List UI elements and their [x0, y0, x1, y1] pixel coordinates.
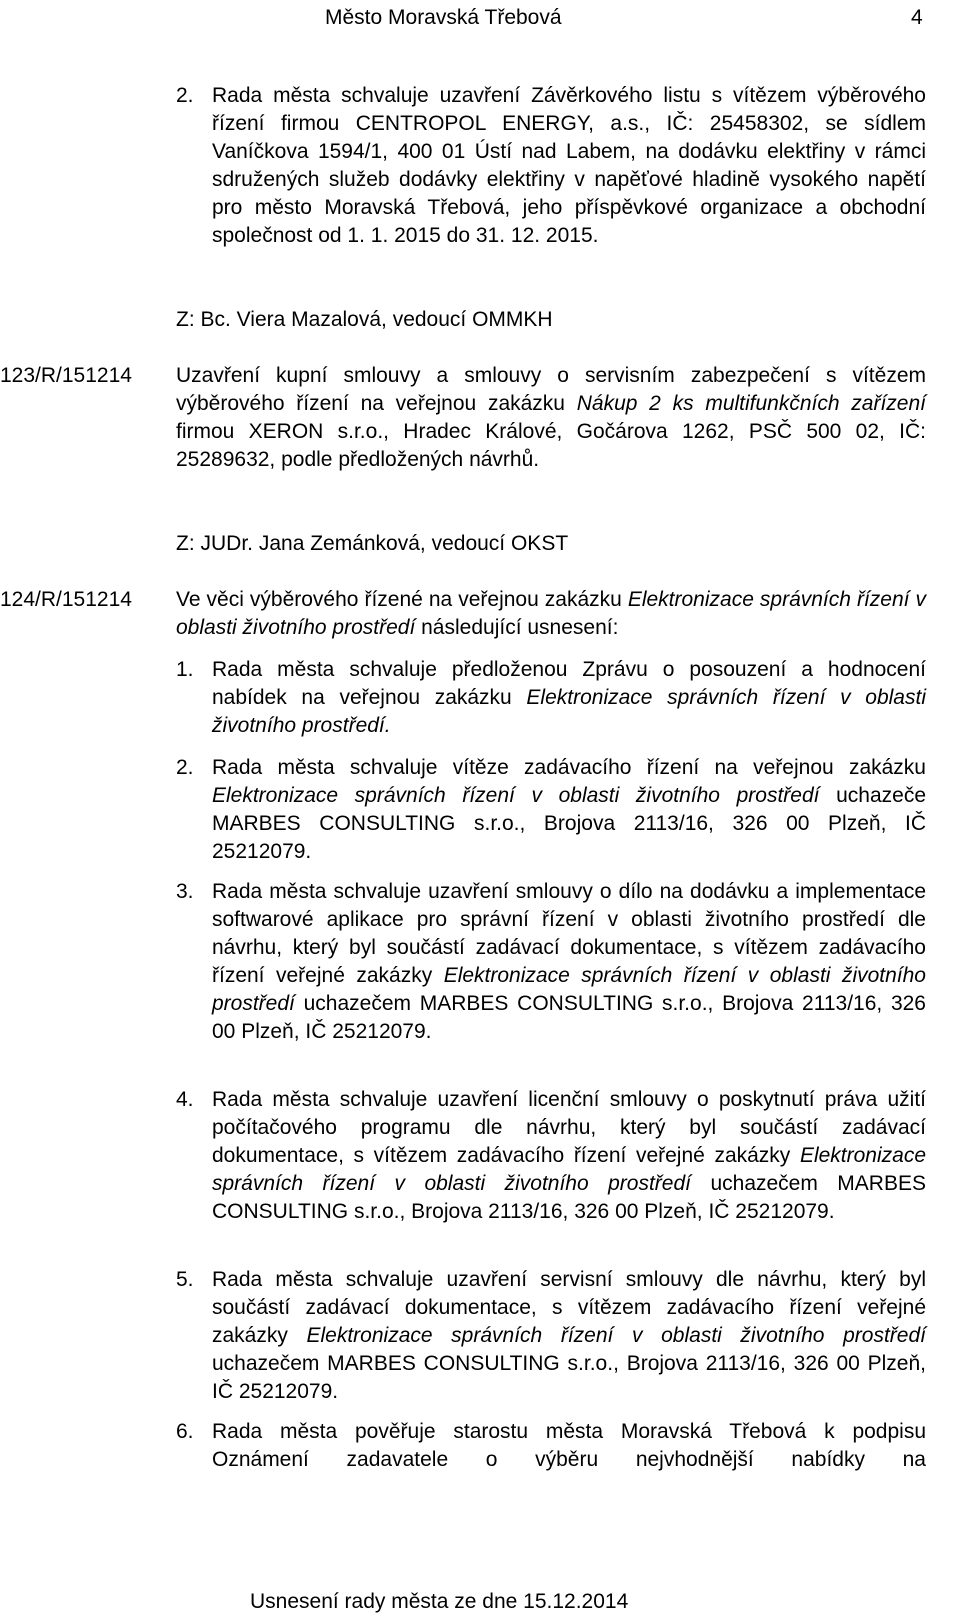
- contract-title: Elektronizace správních řízení v oblasti životního prostředí: [176, 588, 926, 639]
- item-text-part: uchazečem MARBES CONSULTING s.r.o., Brojova 2113/16, 326 00 Plzeň, IČ 25212079.: [212, 1172, 926, 1223]
- item-text: [212, 1266, 926, 1406]
- contract-title: Elektronizace správních řízení v oblasti životního prostředí: [212, 784, 820, 807]
- contract-title: Elektronizace správních řízení v oblasti životního prostředí: [212, 1144, 926, 1195]
- item-number: 2.: [176, 84, 194, 107]
- item-text: [212, 754, 926, 866]
- contract-title: Elektronizace správních řízení v oblasti životního prostředí: [306, 1324, 926, 1347]
- responsible-person: Z: Bc. Viera Mazalová, vedoucí OMMKH: [176, 308, 553, 331]
- item-number: 3.: [176, 880, 194, 903]
- item-text-part: Rada města schvaluje uzavření licenční smlouvy o poskytnutí práva užití počítačového programu dle návrhu, který byl součástí zadávací dokumentace, s vítězem zadávacího řízení veřejné zakázky: [212, 1088, 926, 1167]
- header-title: Město Moravská Třebová: [325, 6, 562, 29]
- item-text-part: Rada města schvaluje uzavření servisní smlouvy dle návrhu, který byl součástí zadávací dokumentace, s vítězem zadávacího řízení veřejné zakázky: [212, 1268, 926, 1347]
- contract-title: Elektronizace správních řízení v oblasti životního prostředí: [212, 964, 926, 1015]
- contract-title: Nákup 2 ks multifunkčních zařízení: [576, 392, 926, 415]
- resolution-text: [176, 362, 926, 474]
- item-text: [212, 656, 926, 740]
- resolution-text-part: Uzavření kupní smlouvy a smlouvy o servisním zabezpečení s vítězem výběrového řízení na veřejnou zakázku: [176, 364, 926, 415]
- item-number: 1.: [176, 658, 194, 681]
- item-text: [212, 878, 926, 1046]
- item-number: 2.: [176, 756, 194, 779]
- responsible-person: Z: JUDr. Jana Zemánková, vedoucí OKST: [176, 532, 569, 555]
- resolution-text-part: firmou XERON s.r.o., Hradec Králové, Gočárova 1262, PSČ 500 02, IČ: 25289632, podle předložených návrhů.: [176, 420, 926, 471]
- item-text-part: Rada města schvaluje uzavření smlouvy o dílo na dodávku a implementace softwarové aplikace pro správní řízení v oblasti životního prostředí dle návrhu, který byl součástí zadávací dokumentace, s vítězem zadávacího řízení veřejné zakázky: [212, 880, 926, 987]
- page-footer: Usnesení rady města ze dne 15.12.2014: [250, 1590, 629, 1613]
- resolution-number: 124/R/151214: [0, 588, 132, 611]
- item-text-part: uchazečem MARBES CONSULTING s.r.o., Brojova 2113/16, 326 00 Plzeň, IČ 25212079.: [212, 992, 926, 1043]
- resolution-text-part: následující usnesení:: [415, 616, 619, 639]
- item-number: 5.: [176, 1268, 194, 1291]
- item-text: [212, 1086, 926, 1226]
- item-text-part: Rada města schvaluje předloženou Zprávu o posouzení a hodnocení nabídek na veřejnou zakázku: [212, 658, 926, 709]
- contract-title: Elektronizace správních řízení v oblasti životního prostředí.: [212, 686, 926, 737]
- item-text-part: Rada města schvaluje vítěze zadávacího řízení na veřejnou zakázku: [212, 756, 926, 779]
- item-text-part: uchazeče MARBES CONSULTING s.r.o., Brojova 2113/16, 326 00 Plzeň, IČ 25212079.: [212, 784, 927, 863]
- resolution-text-part: Ve věci výběrového řízené na veřejnou zakázku: [176, 588, 628, 611]
- item-number: 4.: [176, 1088, 194, 1111]
- resolution-intro: [176, 586, 926, 642]
- page-number: 4: [911, 6, 923, 29]
- item-text: Rada města schvaluje uzavření Závěrkového listu s vítězem výběrového řízení firmou CENTROPOL ENERGY, a.s., IČ: 25458302, se sídlem Vaníčkova 1594/1, 400 01 Ústí nad Labem, na dodávku elektřiny v rámci sdružených služeb dodávky elektřiny v napěťové hladině vysokého napětí pro město Moravská Třebová, jeho příspěvkové organizace a obchodní společnost od 1. 1. 2015 do 31. 12. 2015.: [212, 84, 926, 247]
- resolution-number: 123/R/151214: [0, 364, 132, 387]
- item-text-part: uchazečem MARBES CONSULTING s.r.o., Brojova 2113/16, 326 00 Plzeň, IČ 25212079.: [212, 1352, 926, 1403]
- item-text-part: Rada města pověřuje starostu města Moravská Třebová k podpisu Oznámení zadavatele o výběru nejvhodnější nabídky na: [212, 1420, 926, 1471]
- item-number: 6.: [176, 1420, 194, 1443]
- item-text: [212, 1418, 926, 1474]
